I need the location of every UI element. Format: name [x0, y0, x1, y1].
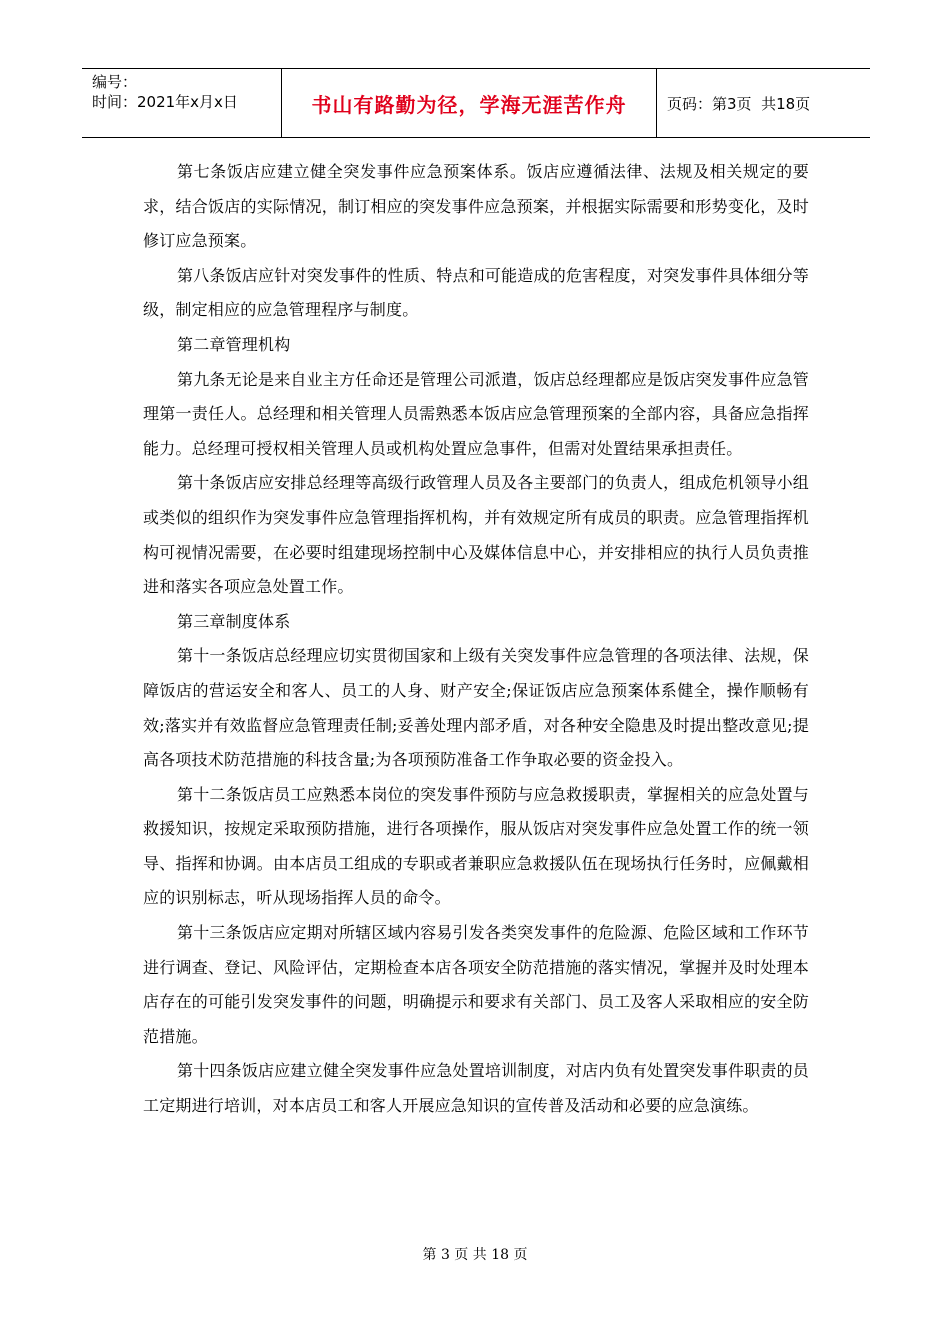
chapter-heading-3: 第三章制度体系 [177, 611, 291, 631]
paragraph-article-12: 第十二条饭店员工应熟悉本岗位的突发事件预防与应急救援职责，掌握相关的应急处置与救援知识，按规定采取预防措施，进行各项操作，服从饭店对突发事件应急处置工作的统一领导、指挥和协调。由本店员工组成的专职或者兼职应急救援队伍在现场执行任务时，应佩戴相应的识别标志，听从现场指挥人员的命令。 [143, 784, 809, 908]
paragraph-article-9: 第九条无论是来自业主方任命还是管理公司派遣，饭店总经理都应是饭店突发事件应急管理第一责任人。总经理和相关管理人员需熟悉本饭店应急管理预案的全部内容，具备应急指挥能力。总经理可授权相关管理人员或机构处置应急事件，但需对处置结果承担责任。 [143, 369, 809, 458]
paragraph-article-10: 第十条饭店应安排总经理等高级行政管理人员及各主要部门的负责人，组成危机领导小组或类似的组织作为突发事件应急管理指挥机构，并有效规定所有成员的职责。应急管理指挥机构可视情况需要，在必要时组建现场控制中心及媒体信息中心，并安排相应的执行人员负责推进和落实各项应急处置工作。 [143, 473, 809, 597]
page-footer: 第 3 页 共 18 页 [422, 1247, 528, 1263]
document-header [82, 68, 870, 138]
chapter-heading-2: 第二章管理机构 [177, 334, 291, 354]
header-page-cell [657, 69, 870, 137]
document-number: 编号： [92, 73, 138, 91]
header-motto-cell [282, 69, 657, 137]
paragraph-article-7: 第七条饭店应建立健全突发事件应急预案体系。饭店应遵循法律、法规及相关规定的要求，结合饭店的实际情况，制订相应的突发事件应急预案，并根据实际需要和形势变化，及时修订应急预案。 [143, 162, 809, 251]
page-info: 页码：第3页 共18页 [667, 94, 811, 113]
document-time: 时间：2021年x月x日 [92, 93, 238, 111]
document-body [143, 155, 809, 1124]
paragraph-article-8: 第八条饭店应针对突发事件的性质、特点和可能造成的危害程度，对突发事件具体细分等级，制定相应的应急管理程序与制度。 [143, 265, 809, 320]
paragraph-article-13: 第十三条饭店应定期对所辖区域内容易引发各类突发事件的危险源、危险区域和工作环节进行调查、登记、风险评估，定期检查本店各项安全防范措施的落实情况，掌握并及时处理本店存在的可能引发突发事件的问题，明确提示和要求有关部门、员工及客人采取相应的安全防范措施。 [143, 923, 809, 1046]
motto-text: 书山有路勤为径，学海无涯苦作舟 [311, 92, 627, 117]
paragraph-article-11: 第十一条饭店总经理应切实贯彻国家和上级有关突发事件应急管理的各项法律、法规，保障饭店的营运安全和客人、员工的人身、财产安全;保证饭店应急预案体系健全，操作顺畅有效;落实并有效监督应急管理责任制;妥善处理内部矛盾，对各种安全隐患及时提出整改意见;提高各项技术防范措施的科技含量;为各项预防准备工作争取必要的资金投入。 [143, 646, 809, 770]
paragraph-article-14: 第十四条饭店应建立健全突发事件应急处置培训制度，对店内负有处置突发事件职责的员工定期进行培训，对本店员工和客人开展应急知识的宣传普及活动和必要的应急演练。 [143, 1061, 809, 1116]
header-meta-cell [82, 69, 282, 137]
